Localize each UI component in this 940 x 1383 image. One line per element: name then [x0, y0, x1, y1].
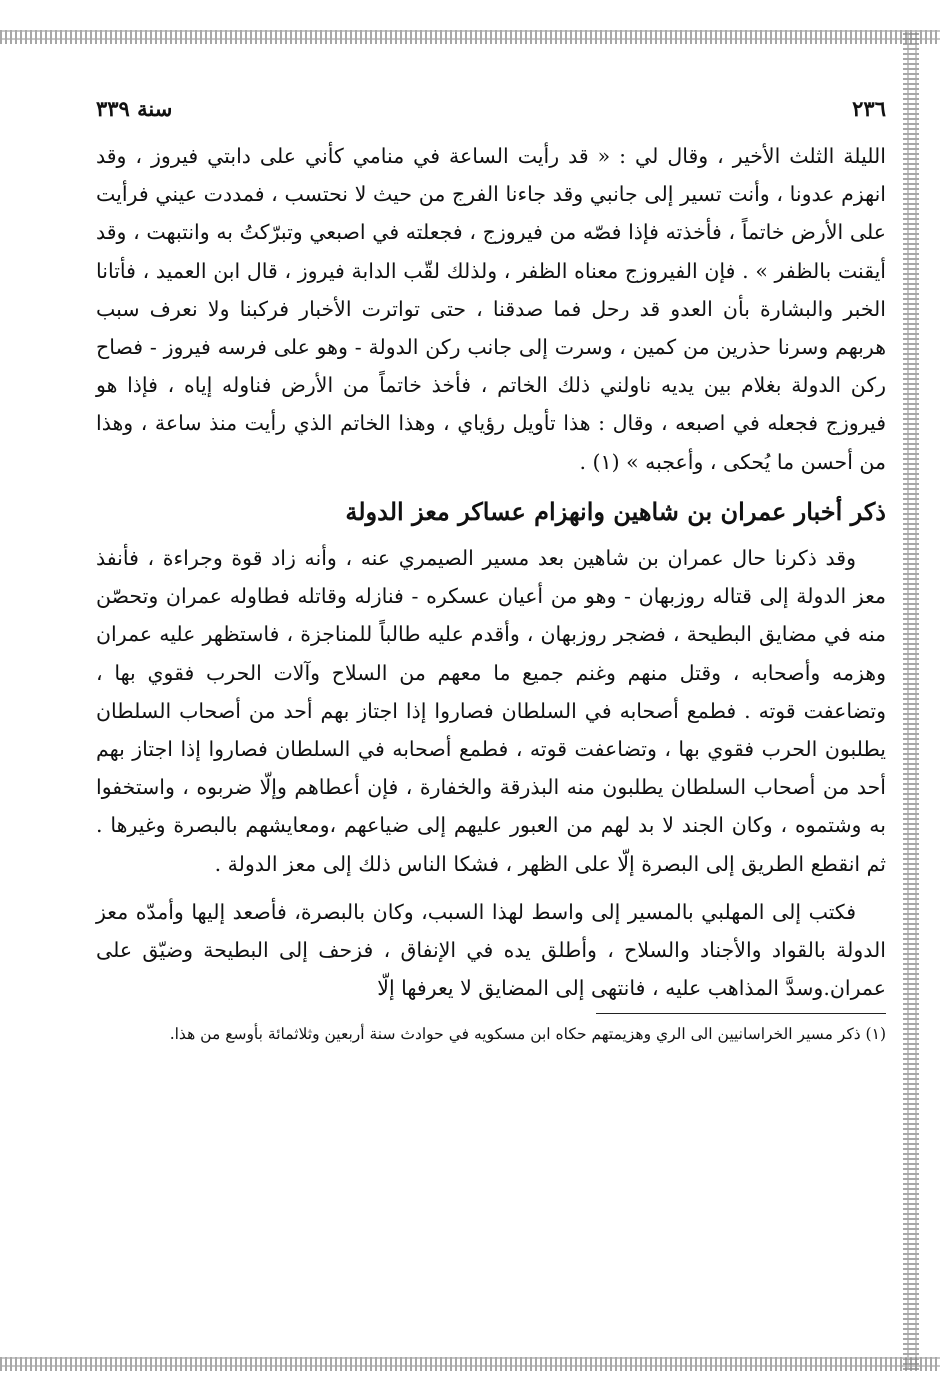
- page-number: ٢٣٦: [852, 96, 886, 121]
- ornamental-border-top: [0, 30, 940, 44]
- paragraph-1: الليلة الثلث الأخير ، وقال لي : « قد رأيت الساعة في منامي كأني على دابتي فيروز ، وقد انهزم عدونا ، وأنت تسير إلى جانبي وقد جاءنا الفرج من حيث لا نحتسب ، فمددت عيني فرأيت على الأرض خاتماً ، فأخذته فإذا فصّه من فيروزج ، فجعلته في اصبعي وتبرّكتُ به وانتبهت ، وقد أيقنت بالظفر » . فإن الفيروزج معناه الظفر ، ولذلك لقّب الدابة فيروز ، قال ابن العميد ، فأتانا الخبر والبشارة بأن العدو قد رحل فما صدقنا ، حتى تواترت الأخبار فركبنا ولا نعرف سبب هربهم وسرنا حذرين من كمين ، وسرت إلى جانب ركن الدولة - وهو على فرسه فيروز - فصاح ركن الدولة بغلام بين يديه ناولني ذلك الخاتم ، فأخذ خاتماً من الأرض فناوله إياه ، فإذا هو فيروزج فجعله في اصبعه ، وقال : هذا تأويل رؤياي ، وهذا الخاتم الذي رأيت منذ ساعة ، وهذا من أحسن ما يُحكى ، وأعجبه » (١) .: [96, 144, 886, 474]
- footnote: (١) ذكر مسير الخراسانيين الى الري وهزيمتهم حكاه ابن مسكويه في حوادث سنة أربعين وثلاثمائة بأوسع من هذا.: [169, 1025, 886, 1044]
- footnote-divider: [596, 1013, 886, 1014]
- page-header: [96, 96, 886, 125]
- ornamental-border-right: [903, 30, 919, 1370]
- year-label: سنة ٣٣٩: [96, 96, 173, 121]
- ornamental-border-bottom: [0, 1357, 940, 1371]
- paragraph-2: وقد ذكرنا حال عمران بن شاهين بعد مسير الصيمري عنه ، وأنه زاد قوة وجراءة ، فأنفذ معز الدولة إلى قتاله روزبهان - وهو من أعيان عسكره - فنازله وقاتله فطاوله عمران وتحصّن منه في مضايق البطيحة ، فضجر روزبهان ، وأقدم عليه طالباً للمناجزة ، فاستظهر عليه عمران وهزمه وأصحابه ، وقتل منهم وغنم جميع ما معهم من السلاح وآلات الحرب فقوي بها ، وتضاعفت قوته . فطمع أصحابه في السلطان فصاروا إذا اجتاز بهم أحد من أصحاب السلطان يطلبون الحرب فقوي بها ، وتضاعفت قوته ، فطمع أصحابه في السلطان فصاروا إذا اجتاز بهم أحد من أصحاب السلطان يطلبون منه البذرقة والخفارة ، فإن أعطاهم وإلّا ضربوه ، واستخفوا به وشتموه ، وكان الجند لا بد لهم من العبور عليهم إلى ضياعهم ،ومعايشهم بالبصرة وغيرها . ثم انقطع الطريق إلى البصرة إلّا على الظهر ، فشكا الناس ذلك إلى معز الدولة .: [96, 546, 886, 876]
- section-title: ذكر أخبار عمران بن شاهين وانهزام عساكر معز الدولة: [345, 496, 886, 526]
- book-page: [96, 96, 886, 1047]
- paragraph-3: فكتب إلى المهلبي بالمسير إلى واسط لهذا السبب، وكان بالبصرة، فأصعد إليها وأمدّه معز الدولة بالقواد والأجناد والسلاح ، وأطلق يده في الإنفاق ، فزحف إلى البطيحة وضيّق على عمران.وسدَّ المذاهب عليه ، فانتهى إلى المضايق لا يعرفها إلّا: [96, 899, 886, 1001]
- page-body: [96, 137, 886, 1007]
